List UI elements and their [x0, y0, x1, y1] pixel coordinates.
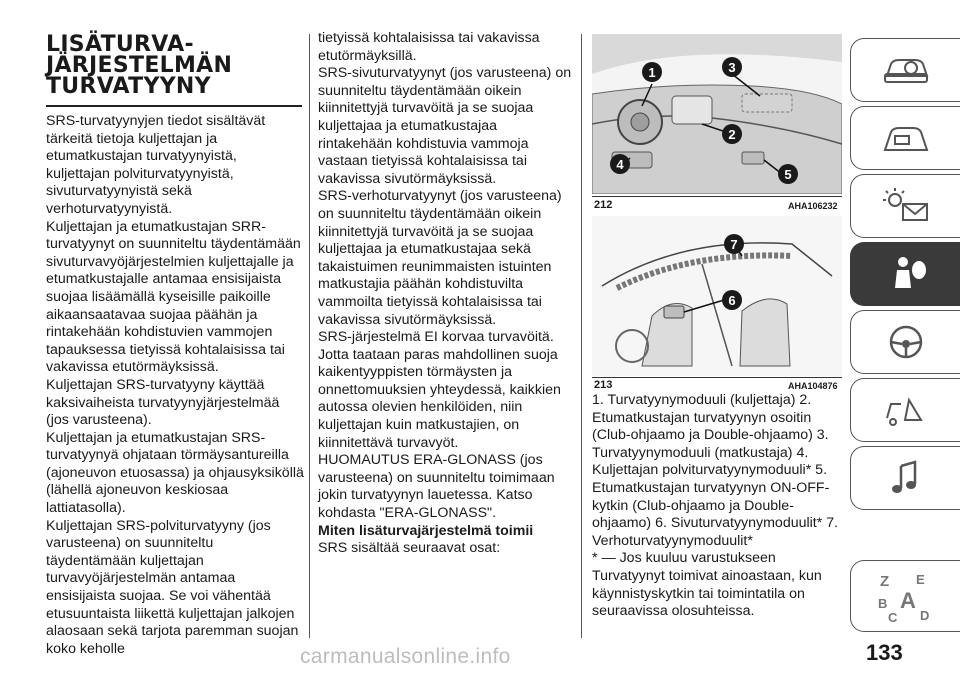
tab-dashboard[interactable] — [850, 106, 960, 170]
tab-warning-lights[interactable] — [850, 174, 960, 238]
paragraph: tietyissä kohtalaisissa tai vakavissa etutörmäyksillä. — [318, 30, 540, 64]
airbag-seat-icon — [881, 254, 931, 294]
callout-2: 2 — [728, 127, 736, 142]
figure-number: 213 — [594, 379, 613, 391]
figure-side-curtain-airbags — [592, 216, 842, 376]
page-number: 133 — [866, 640, 903, 665]
column-divider — [581, 34, 582, 638]
index-letters-icon — [874, 568, 938, 624]
car-service-icon — [881, 390, 931, 430]
column-left — [46, 34, 304, 658]
tab-emergency[interactable] — [850, 378, 960, 442]
svg-text:E: E — [915, 572, 925, 587]
figure-reference: AHA104876 — [788, 381, 838, 391]
paragraph: HUOMAUTUS ERA-GLONASS (jos varusteena) on suunniteltu toimimaan jokin turvatyynyn lauetessa. Katso kohdasta "ERA-GLONASS". — [318, 452, 555, 522]
subheading: Miten lisäturvajärjestelmä toimii — [318, 522, 534, 539]
tab-starting-driving[interactable] — [850, 310, 960, 374]
tab-car-info[interactable] — [850, 38, 960, 102]
svg-text:D: D — [919, 608, 929, 623]
paragraph: Kuljettajan ja etumatkustajan SRS-turvatyynyä ohjataan törmäysantureilla (ajoneuvon etuosassa) ja ohjausyksiköllä (lähellä ajoneuvon keskiosaa lattiatasolla). — [46, 429, 304, 517]
svg-text:A: A — [899, 588, 916, 613]
svg-text:Z: Z — [879, 573, 889, 590]
svg-text:C: C — [887, 610, 897, 624]
paragraph: SRS-järjestelmä EI korvaa turvavöitä. Jotta taataan paras mahdollinen suoja kaikentyyppisten törmäysten ja onnettomuuksien yhteydessä, kaikkien autossa olevien henkilöiden, niin kuljettajan kuin matkustajien, on kiinnitettävä turvavyöt. — [318, 329, 561, 451]
figure-rule — [592, 196, 842, 197]
section-heading: LISÄTURVA- JÄRJESTELMÄN TURVATYYNY — [46, 32, 233, 99]
paragraph: SRS sisältää seuraavat osat: — [318, 540, 501, 557]
callout-1: 1 — [648, 65, 656, 80]
car-info-icon — [881, 52, 931, 88]
column-right — [592, 392, 842, 621]
callout-7: 7 — [730, 237, 738, 252]
watermark: carmanualsonline.info — [300, 645, 511, 668]
paragraph: Kuljettajan SRS-turvatyyny käyttää kaksivaiheista turvatyynyjärjestelmää (jos varusteena). — [46, 376, 280, 429]
tab-index[interactable] — [850, 560, 960, 632]
svg-text:B: B — [877, 596, 887, 611]
figure-number: 212 — [594, 199, 613, 211]
figure-dashboard-airbags — [592, 34, 842, 194]
figure-legend: 1. Turvatyynymoduuli (kuljettaja) 2. Etumatkustajan turvatyynyn osoitin (Club-ohjaamo ja Double-ohjaamo) 3. Turvatyynymoduuli (matkustaja) 4. Kuljettajan polviturvatyynymoduuli* 5. Etumatkustajan turvatyynyn ON-OFF-kytkin (Club-ohjaamo ja Double-ohjaamo) 6. Sivuturvatyynymoduulit* 7. Verhoturvatyynymoduulit* — [592, 392, 839, 549]
callout-4: 4 — [616, 157, 624, 172]
steering-wheel-icon — [881, 322, 931, 362]
callout-5: 5 — [784, 167, 792, 182]
callout-3: 3 — [728, 60, 736, 75]
paragraph: SRS-verhoturvatyynyt (jos varusteena) on suunniteltu täydentämään oikein kiinnitettyjä turvavöitä ja se suojaa kuljettajaa ja etumatkustajaa sekä takaistuimen reunimmaisten istuinten matkustajia päähän kohdistuvilta vammoilta tietyissä kohtalaisissa tai vakavissa sivutörmäyksissä. — [318, 188, 562, 328]
paragraph: SRS-turvatyynyjen tiedot sisältävät tärkeitä tietoja kuljettajan ja etumatkustajan turvatyynyistä, kuljettajan polviturvatyynyistä, sivuturvatyynyistä sekä verhoturvatyynyistä. — [46, 113, 266, 217]
music-note-icon — [881, 458, 931, 498]
column-middle — [318, 30, 572, 558]
warning-lights-icon — [881, 186, 931, 226]
paragraph: SRS-sivuturvatyynyt (jos varusteena) on suunniteltu täydentämään oikein kiinnitettyjä turvavöitä ja se suojaa kuljettajaa ja etumatkustajaa rintakehään kohdistuvia vammoja vastaan tietyissä kohtalaisissa tai vakavissa sivutörmäyksissä. — [318, 65, 572, 187]
callout-6: 6 — [728, 293, 736, 308]
figure-rule — [592, 377, 842, 378]
paragraph: Kuljettajan SRS-polviturvatyyny (jos varusteena) on suunniteltu täydentämään kuljettajan turvavyöjärjestelmän antamaa ensisijaista suojaa. Se voi vähentää etusuuntaista liikettä kuljettajan jalkojen alaosaan sekä tarjota paremman suojan koko keholle — [46, 517, 299, 657]
heading-rule — [46, 105, 302, 107]
car-dashboard-icon — [881, 120, 931, 156]
paragraph: Turvatyynyt toimivat ainoastaan, kun käynnistyskytkin tai toimintatila on seuraavissa olosuhteissa. — [592, 567, 822, 620]
tab-multimedia[interactable] — [850, 446, 960, 510]
tab-safety[interactable] — [850, 242, 960, 306]
footnote: * — Jos kuuluu varustukseen — [592, 550, 776, 567]
column-divider — [309, 34, 310, 638]
figure-reference: AHA106232 — [788, 201, 838, 211]
paragraph: Kuljettajan ja etumatkustajan SRR-turvatyynyt on suunniteltu täydentämään sivuturvavyöjärjestelmien kuljettajalle ja etumatkustajalle antamaa ensisijaista suojaa lisäämällä kyseisille paikoille aikaansaatavaa suojaa päähän ja rintakehään kohdistuvien vammojen tapauksessa tietyissä kohtalaisissa tai vakavissa etutörmäyksissä. — [46, 218, 301, 376]
